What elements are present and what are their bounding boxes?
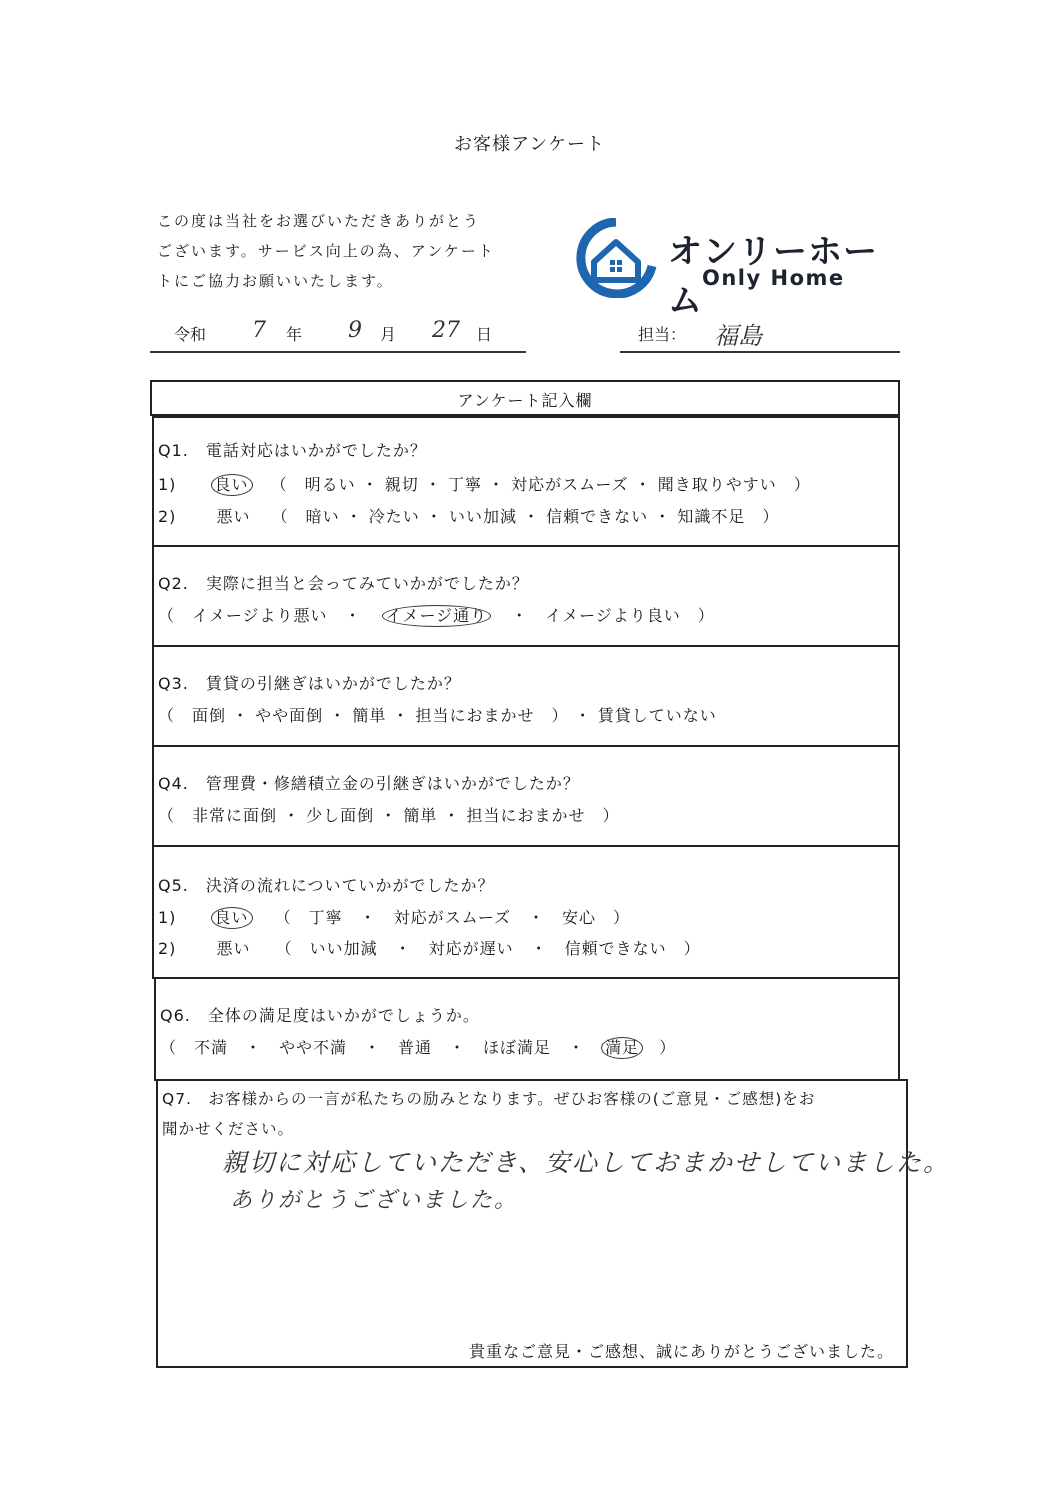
q5-section xyxy=(152,845,900,979)
staff-name: 福島 xyxy=(714,322,762,350)
q1-option-2-label: 悪い xyxy=(216,507,251,526)
q1-option-1-number: 1) xyxy=(158,475,177,494)
q5-option-2-number: 2) xyxy=(158,939,177,958)
q5-option-1-label: 良い xyxy=(211,907,253,929)
q1-section xyxy=(152,416,900,547)
q3-options: （ 面倒 ・ やや面倒 ・ 簡単 ・ 担当におまかせ ） ・ 賃貸していない xyxy=(158,706,717,725)
q1-option-1-label: 良い xyxy=(211,474,253,496)
q2-question: Q2. 実際に担当と会ってみていかがでしたか？ xyxy=(158,574,529,593)
section-header xyxy=(150,380,900,416)
section-header-label: アンケート記入欄 xyxy=(457,391,593,410)
q6-options-close: ） xyxy=(659,1038,677,1057)
q6-options-list: （ 不満 ・ やや不満 ・ 普通 ・ ほぼ満足 ・ xyxy=(160,1038,586,1057)
q1-option-2-number: 2) xyxy=(158,507,177,526)
logo-english-name: Only Home xyxy=(702,266,845,290)
intro-text xyxy=(157,206,495,296)
q5-option-2-label: 悪い xyxy=(216,939,251,958)
q1-option-2-detail: （ 暗い ・ 冷たい ・ いい加減 ・ 信頼できない ・ 知識不足 ） xyxy=(271,507,780,526)
intro-line: トにご協力お願いいたします。 xyxy=(157,272,394,290)
q2-options xyxy=(158,603,715,627)
day-label: 日 xyxy=(476,325,493,344)
q5-option-1-number: 1) xyxy=(158,908,177,927)
q7-footer-thanks: 貴重なご意見・ご感想、誠にありがとうございました。 xyxy=(468,1342,894,1361)
q5-option-1-detail: （ 丁寧 ・ 対応がスムーズ ・ 安心 ） xyxy=(274,908,631,927)
page-title: お客様アンケート xyxy=(454,134,605,155)
q6-question: Q6. 全体の満足度はいかがでしょうか。 xyxy=(160,1006,480,1025)
q2-option-selected: イメージ通り xyxy=(382,605,492,627)
q4-section xyxy=(152,745,900,847)
q7-answer-line-1: 親切に対応していただき、安心しておまかせしていました。 xyxy=(222,1148,951,1177)
q5-option-1 xyxy=(158,905,630,929)
year-label: 年 xyxy=(286,325,303,344)
q1-question: Q1. 電話対応はいかがでしたか？ xyxy=(158,441,427,460)
year-value: 7 xyxy=(252,318,266,343)
intro-line: ございます。サービス向上の為、アンケート xyxy=(157,242,495,260)
q6-section xyxy=(154,977,900,1081)
month-label: 月 xyxy=(380,325,397,344)
logo-japanese-name: オンリーホーム xyxy=(668,232,878,321)
q2-section xyxy=(152,545,900,647)
q3-section xyxy=(152,645,900,747)
q1-option-1-detail: （ 明るい ・ 親切 ・ 丁寧 ・ 対応がスムーズ ・ 聞き取りやすい ） xyxy=(270,475,811,494)
q1-option-2 xyxy=(158,504,779,527)
q2-option-worse: （ イメージより悪い ・ xyxy=(158,606,362,625)
q6-options xyxy=(160,1035,676,1059)
q5-option-2-detail: （ いい加減 ・ 対応が遅い ・ 信頼できない ） xyxy=(275,939,701,958)
company-logo xyxy=(572,218,902,321)
house-logo-icon xyxy=(572,218,662,298)
q2-option-better: ・ イメージより良い ） xyxy=(511,606,715,625)
q5-question: Q5. 決済の流れについていかがでしたか？ xyxy=(158,876,495,895)
q7-answer-line-2: ありがとうございました。 xyxy=(230,1188,519,1213)
q1-option-1 xyxy=(158,472,811,496)
q7-question-line-2: 聞かせください。 xyxy=(162,1120,295,1138)
intro-line: この度は当社をお選びいただきありがとう xyxy=(157,212,481,230)
survey-table xyxy=(150,380,951,1368)
q5-option-2 xyxy=(158,936,701,959)
q3-question: Q3. 賃貸の引継ぎはいかがでしたか？ xyxy=(158,674,461,693)
era-label: 令和 xyxy=(174,325,207,344)
q4-options: （ 非常に面倒 ・ 少し面倒 ・ 簡単 ・ 担当におまかせ ） xyxy=(158,806,620,825)
q7-question-line-1: Q7. お客様からの一言が私たちの励みとなります。ぜひお客様の(ご意見・ご感想)をお xyxy=(162,1090,816,1108)
staff-label: 担当： xyxy=(638,325,687,344)
day-value: 27 xyxy=(432,318,460,343)
staff-line xyxy=(620,318,900,353)
q7-section xyxy=(156,1079,951,1368)
date-line xyxy=(150,318,526,353)
q6-option-selected: 満足 xyxy=(601,1037,643,1059)
q4-question: Q4. 管理費・修繕積立金の引継ぎはいかがでしたか？ xyxy=(158,774,580,793)
month-value: 9 xyxy=(348,318,362,343)
